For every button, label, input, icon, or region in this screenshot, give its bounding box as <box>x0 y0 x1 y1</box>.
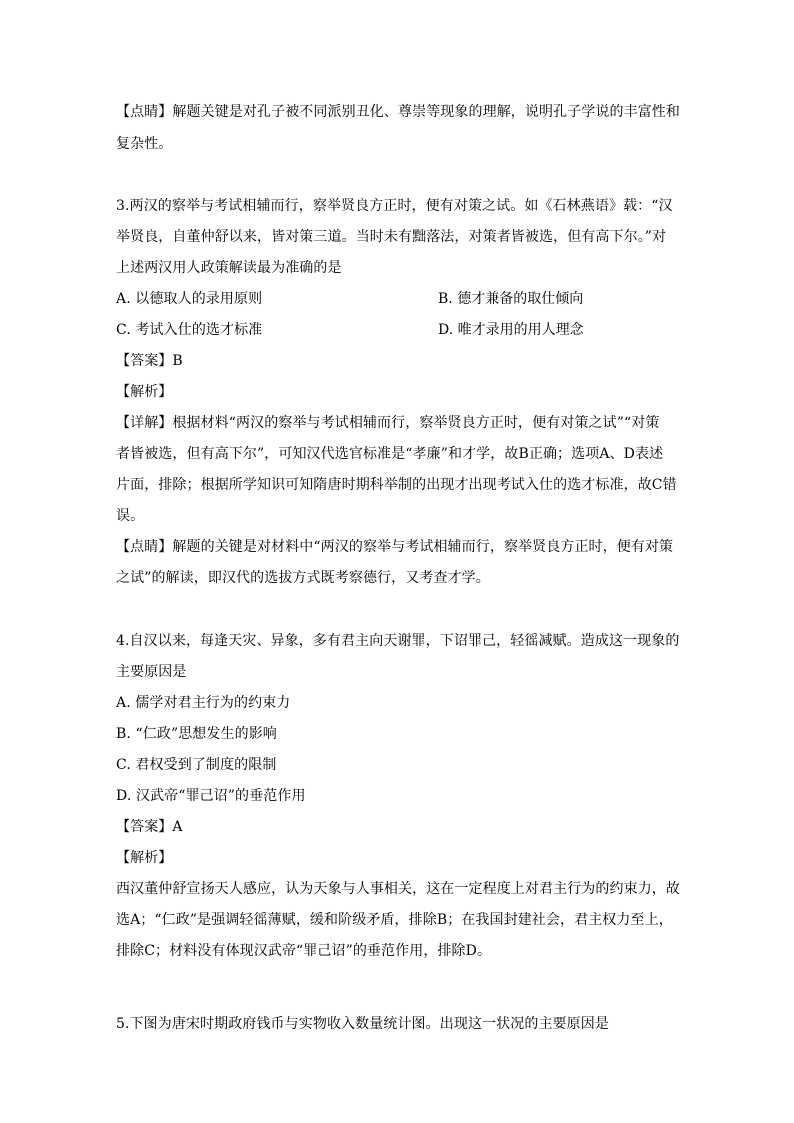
q4-stem-line-2: 主要原因是 <box>116 664 187 680</box>
q2-note-line-1: 【点睛】解题关键是对孔子被不同派别丑化、尊崇等现象的理解，说明孔子学说的丰富性和 <box>116 104 680 120</box>
q4-option-a: A. 儒学对君主行为的约束力 <box>116 695 291 711</box>
q4-answer: 【答案】A <box>116 819 183 835</box>
q3-stem-line-1: 3.两汉的察举与考试相辅而行，察举贤良方正时，便有对策之试。如《石林燕语》载：“汉 <box>116 198 673 214</box>
q3-option-d: D. 唯才录用的用人理念 <box>438 322 584 338</box>
q3-stem-line-2: 举贤良，自董仲舒以来，皆对策三道。当时未有黜落法，对策者皆被选，但有高下尔。”对 <box>116 229 667 245</box>
q3-detail-line-3: 片面，排除；根据所学知识可知隋唐时期科举制的出现才出现考试入仕的选才标准，故C错 <box>116 477 677 493</box>
q4-analysis-line-1: 西汉董仲舒宣扬天人感应，认为天象与人事相关，这在一定程度上对君主行为的约束力，故 <box>116 881 680 897</box>
q3-option-b: B. 德才兼备的取仕倾向 <box>438 291 584 307</box>
q4-analysis-line-3: 排除C；材料没有体现汉武帝“罪己诏”的垂范作用，排除D。 <box>116 943 492 959</box>
q3-detail-line-1: 【详解】根据材料“两汉的察举与考试相辅而行，察举贤良方正时，便有对策之试”“对策 <box>116 415 660 431</box>
q3-note-line-2: 之试”的解读，即汉代的选拔方式既考察德行，又考查才学。 <box>116 570 490 586</box>
q4-option-b: B. “仁政”思想发生的影响 <box>116 726 277 742</box>
q4-analysis-line-2: 选A；“仁政”是强调轻徭薄赋，缓和阶级矛盾，排除B；在我国封建社会，君主权力至上， <box>116 912 673 928</box>
q3-option-c: C. 考试入仕的选才标准 <box>116 322 263 338</box>
q4-option-d: D. 汉武帝“罪己诏”的垂范作用 <box>116 788 306 804</box>
q2-note-line-2: 复杂性。 <box>116 136 173 152</box>
q3-option-a: A. 以德取人的录用原则 <box>116 291 263 307</box>
q3-detail-line-4: 误。 <box>116 508 145 524</box>
q5-stem-line-1: 5.下图为唐宋时期政府钱币与实物收入数量统计图。出现这一状况的主要原因是 <box>116 1016 609 1032</box>
q4-analysis-heading: 【解析】 <box>116 850 173 866</box>
q3-analysis-heading: 【解析】 <box>116 384 173 400</box>
q4-option-c: C. 君权受到了制度的限制 <box>116 757 277 773</box>
q3-stem-line-3: 上述两汉用人政策解读最为准确的是 <box>116 260 342 276</box>
q3-detail-line-2: 者皆被选，但有高下尔”，可知汉代选官标准是“孝廉”和才学，故B正确；选项A、D表述 <box>116 446 664 462</box>
q3-note-line-1: 【点睛】解题的关键是对材料中“两汉的察举与考试相辅而行，察举贤良方正时，便有对策 <box>116 539 674 555</box>
q4-stem-line-1: 4.自汉以来，每逢天灾、异象，多有君主向天谢罪，下诏罪己，轻徭减赋。造成这一现象的 <box>116 633 680 649</box>
q3-answer: 【答案】B <box>116 353 183 369</box>
